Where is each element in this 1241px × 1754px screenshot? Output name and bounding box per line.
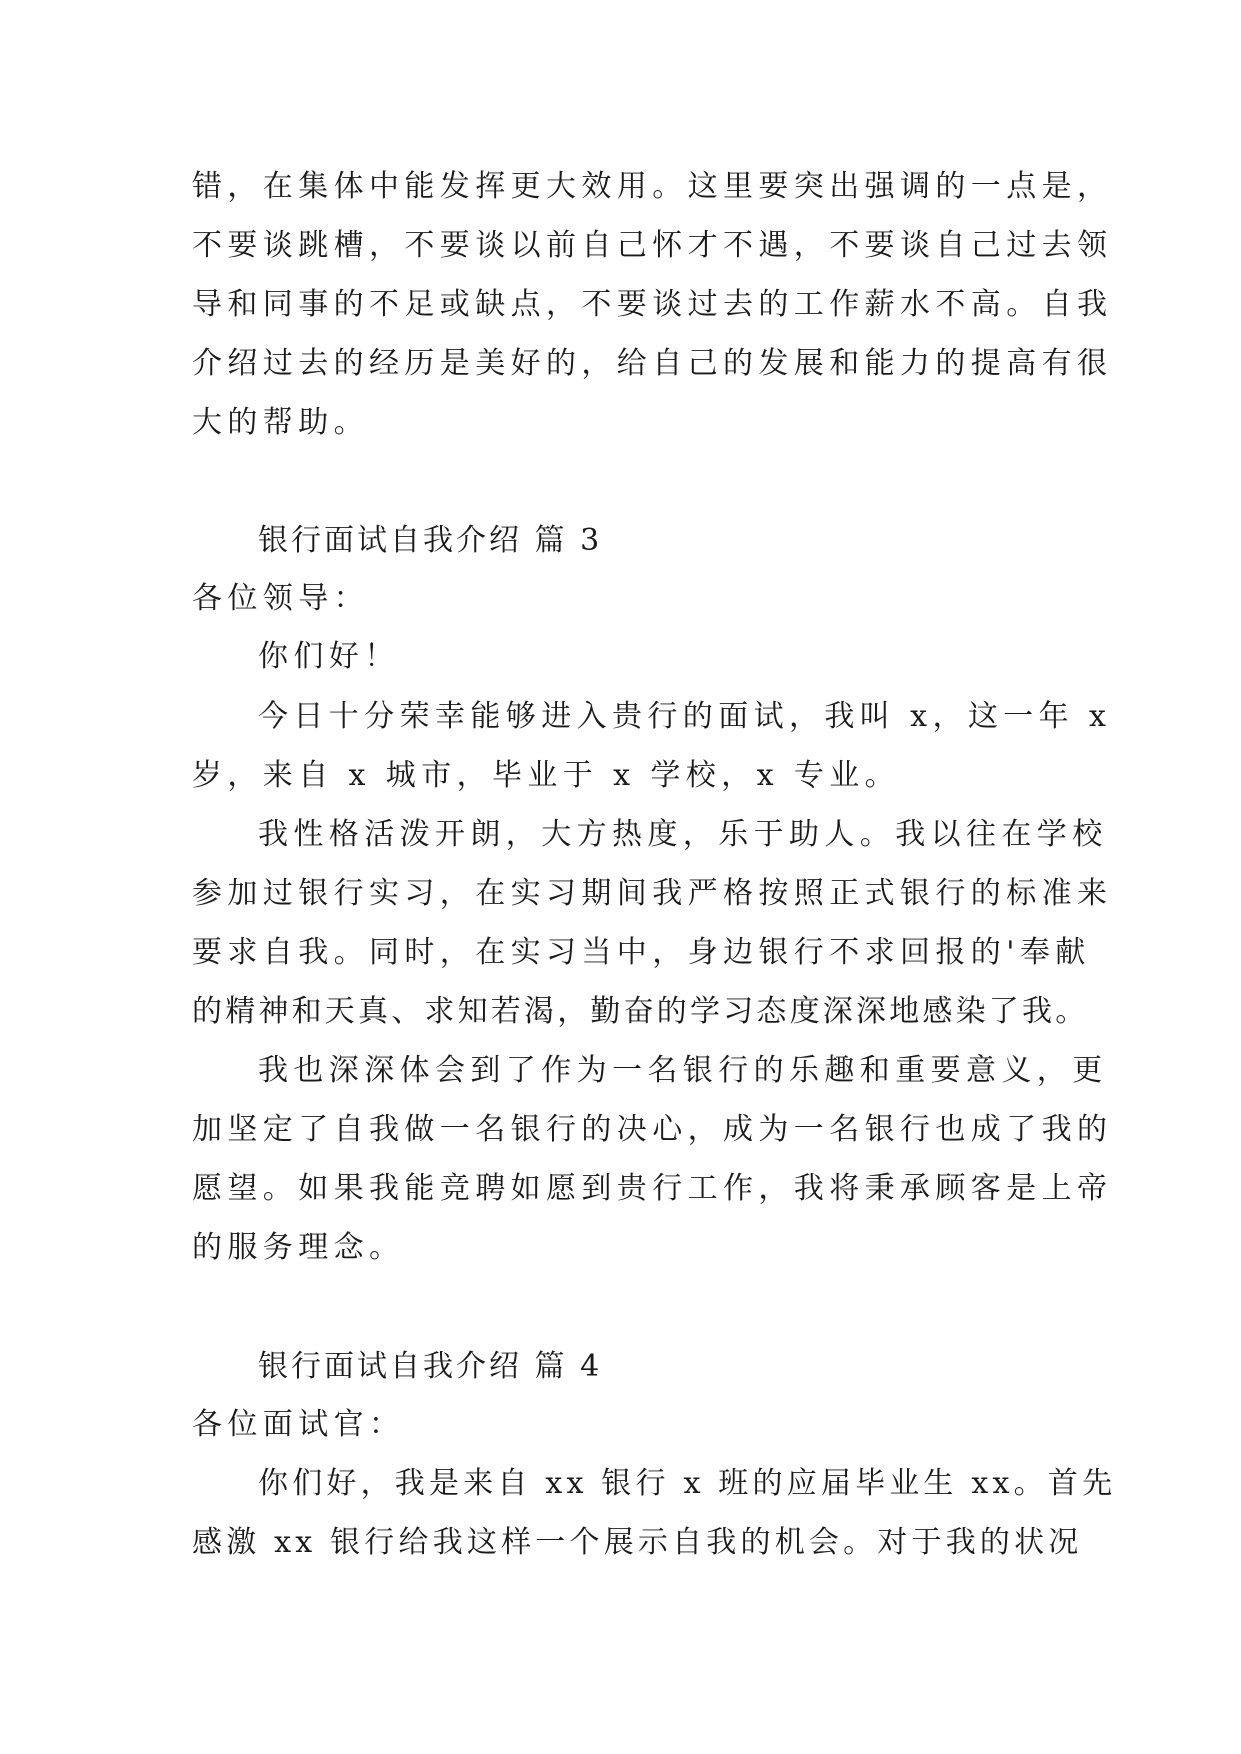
body-line: 愿望。如果我能竞聘如愿到贵行工作，我将秉承顾客是上帝 bbox=[192, 1171, 1113, 1206]
body-line: 的精神和天真、求知若渴，勤奋的学习态度深深地感染了我。 bbox=[192, 994, 1089, 1029]
body-line: 加坚定了自我做一名银行的决心，成为一名银行也成了我的 bbox=[192, 1112, 1113, 1147]
body-line: 参加过银行实习，在实习期间我严格按照正式银行的标准来 bbox=[192, 876, 1113, 911]
body-line: 要求自我。同时，在实习当中，身边银行不求回报的'奉献 bbox=[192, 935, 1091, 970]
salutation: 各位面试官： bbox=[192, 1407, 405, 1442]
body-line: 的服务理念。 bbox=[192, 1230, 405, 1265]
section-heading: 银行面试自我介绍 篇 3 bbox=[258, 523, 603, 558]
greeting: 你们好！ bbox=[258, 639, 400, 674]
salutation: 各位领导： bbox=[192, 581, 369, 616]
body-line: 我也深深体会到了作为一名银行的乐趣和重要意义，更 bbox=[258, 1053, 1108, 1088]
body-line: 今日十分荣幸能够进入贵行的面试，我叫 x，这一年 x bbox=[258, 699, 1112, 734]
body-line: 不要谈跳槽，不要谈以前自己怀才不遇，不要谈自己过去领 bbox=[192, 228, 1113, 263]
section-heading: 银行面试自我介绍 篇 4 bbox=[258, 1349, 603, 1384]
body-line: 我性格活泼开朗，大方热度，乐于助人。我以往在学校 bbox=[258, 817, 1108, 852]
body-line: 错，在集体中能发挥更大效用。这里要突出强调的一点是， bbox=[192, 169, 1113, 204]
body-line: 岁，来自 x 城市，毕业于 x 学校，x 专业。 bbox=[192, 758, 901, 793]
body-line: 介绍过去的经历是美好的，给自己的发展和能力的提高有很 bbox=[192, 346, 1113, 381]
body-line: 大的帮助。 bbox=[192, 405, 369, 440]
body-line: 感激 xx 银行给我这样一个展示自我的机会。对于我的状况 bbox=[192, 1525, 1083, 1560]
body-line: 导和同事的不足或缺点，不要谈过去的工作薪水不高。自我 bbox=[192, 287, 1113, 322]
body-line: 你们好，我是来自 xx 银行 x 班的应届毕业生 xx。首先 bbox=[258, 1466, 1117, 1501]
